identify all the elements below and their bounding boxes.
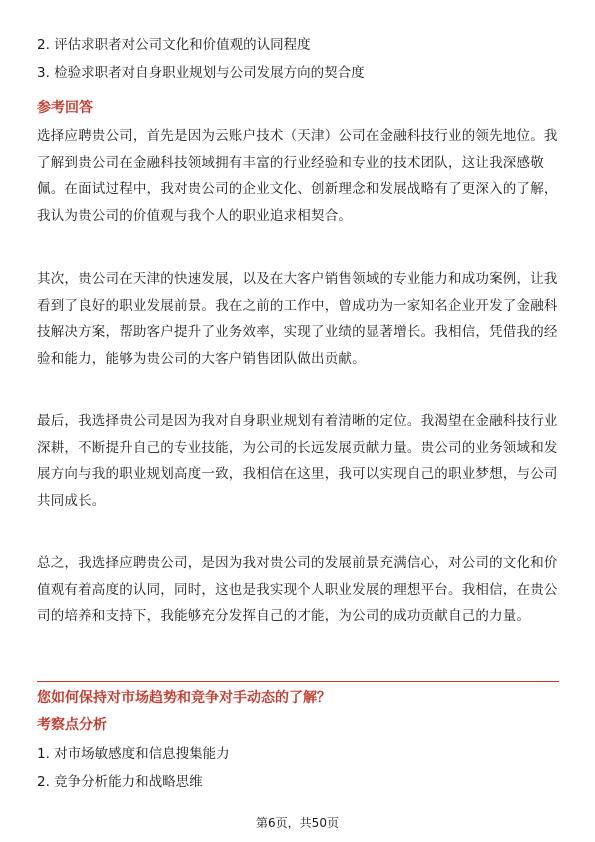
- section-divider: [37, 681, 559, 682]
- answer-paragraph: 最后，我选择贵公司是因为我对自身职业规划有着清晰的定位。我渴望在金融科技行业深耕，不断提升自己的专业技能，为公司的长远发展贡献力量。贵公司的业务领域和发展方向与我的职业规划高度一致，我相信在这里，我可以实现自己的职业梦想，与公司共同成长。: [37, 413, 558, 509]
- list-item: 3. 检验求职者对自身职业规划与公司发展方向的契合度: [37, 65, 365, 81]
- reference-answer-heading: 参考回答: [37, 100, 93, 116]
- answer-paragraph: 总之，我选择应聘贵公司，是因为我对贵公司的发展前景充满信心，对公司的文化和价值观有着高度的认同，同时，这也是我实现个人职业发展的理想平台。我相信，在贵公司的培养和支持下，我能够充分发挥自己的才能，为公司的成功贡献自己的力量。: [37, 555, 558, 624]
- list-item: 1. 对市场敏感度和信息搜集能力: [37, 746, 230, 762]
- question-heading: 您如何保持对市场趋势和竞争对手动态的了解？: [37, 690, 331, 706]
- page-footer: 第6页，共50页: [256, 816, 339, 830]
- analysis-heading: 考察点分析: [37, 717, 107, 733]
- list-item: 2. 评估求职者对公司文化和价值观的认同程度: [37, 37, 311, 53]
- list-item: 2. 竞争分析能力和战略思维: [37, 774, 203, 790]
- answer-paragraph: 选择应聘贵公司，首先是因为云账户技术（天津）公司在金融科技行业的领先地位。我了解到贵公司在金融科技领域拥有丰富的行业经验和专业的技术团队，这让我深感敬佩。在面试过程中，我对贵公司的企业文化、创新理念和发展战略有了更深入的了解，我认为贵公司的价值观与我个人的职业追求相契合。: [37, 128, 558, 224]
- answer-paragraph: 其次，贵公司在天津的快速发展，以及在大客户销售领域的专业能力和成功案例，让我看到了良好的职业发展前景。我在之前的工作中，曾成功为一家知名企业开发了金融科技解决方案，帮助客户提升了业务效率，实现了业绩的显著增长。我相信，凭借我的经验和能力，能够为贵公司的大客户销售团队做出贡献。: [37, 271, 558, 367]
